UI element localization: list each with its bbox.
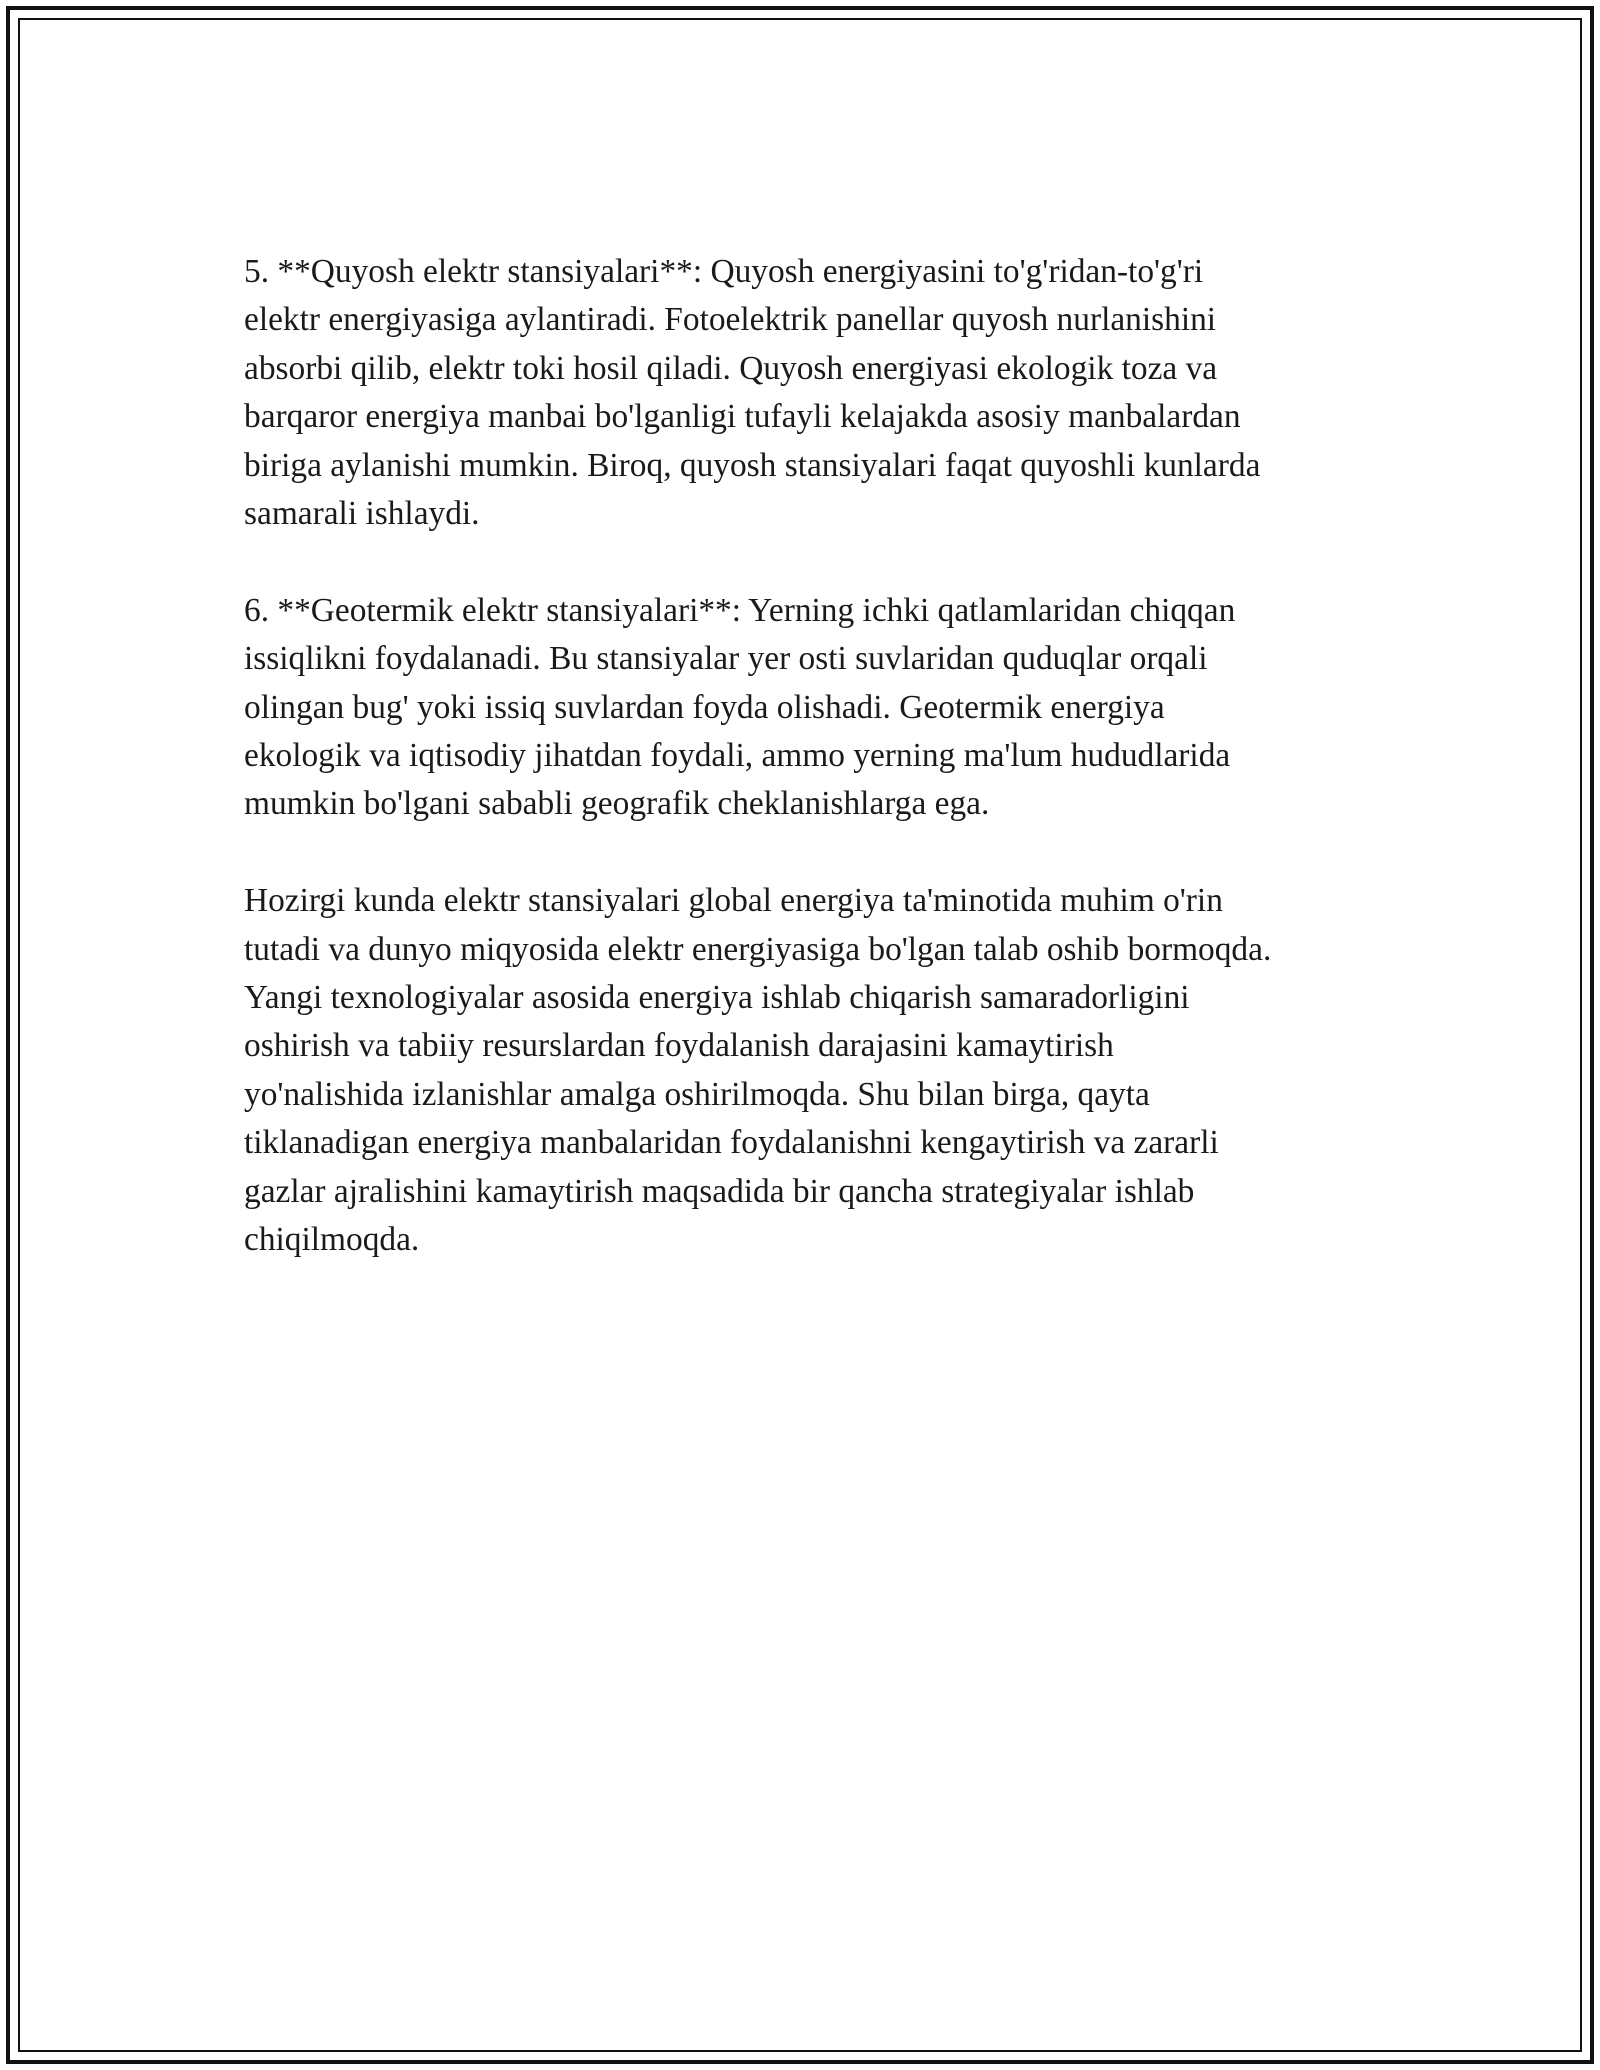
text-line: Hozirgi kunda elektr stansiyalari global energiya ta'minotida muhim o'rin — [244, 882, 1223, 920]
paragraph-conclusion — [244, 877, 1374, 1264]
text-line: chiqilmoqda. — [244, 1221, 420, 1259]
text-line: absorbi qilib, elektr toki hosil qiladi. Quyosh energiyasi ekologik toza va — [244, 349, 1218, 387]
text-line: tiklanadigan energiya manbalaridan foydalanishni kengaytirish va zararli — [244, 1124, 1219, 1162]
text-line: samarali ishlaydi. — [244, 495, 480, 533]
text-line: gazlar ajralishini kamaytirish maqsadida bir qancha strategiyalar ishlab — [244, 1172, 1195, 1210]
text-line: tutadi va dunyo miqyosida elektr energiyasiga bo'lgan talab oshib bormoqda. — [244, 930, 1272, 968]
text-line: biriga aylanishi mumkin. Biroq, quyosh stansiyalari faqat quyoshli kunlarda — [244, 446, 1261, 484]
text-line: elektr energiyasiga aylantiradi. Fotoelektrik panellar quyosh nurlanishini — [244, 301, 1217, 339]
paragraph-geothermal-power-stations — [244, 587, 1374, 829]
text-line: olingan bug' yoki issiq suvlardan foyda olishadi. Geotermik energiya — [244, 688, 1165, 726]
text-line: 5. **Quyosh elektr stansiyalari**: Quyosh energiyasini to'g'ridan-to'g'ri — [244, 253, 1204, 290]
text-line: mumkin bo'lgani sababli geografik cheklanishlarga ega. — [244, 785, 990, 823]
page-border — [6, 6, 1594, 2064]
paragraph-solar-power-stations — [244, 248, 1374, 538]
text-line: barqaror energiya manbai bo'lganligi tufayli kelajakda asosiy manbalardan — [244, 398, 1241, 436]
text-line: oshirish va tabiiy resurslardan foydalanish darajasini kamaytirish — [244, 1027, 1114, 1065]
text-line: Yangi texnologiyalar asosida energiya ishlab chiqarish samaradorligini — [244, 979, 1190, 1017]
text-line: yo'nalishida izlanishlar amalga oshirilmoqda. Shu bilan birga, qayta — [244, 1075, 1150, 1113]
document-body — [244, 248, 1374, 1313]
text-line: 6. **Geotermik elektr stansiyalari**: Yerning ichki qatlamlaridan chiqqan — [244, 591, 1236, 629]
text-line: ekologik va iqtisodiy jihatdan foydali, ammo yerning ma'lum hududlarida — [244, 737, 1231, 775]
text-line: issiqlikni foydalanadi. Bu stansiyalar yer osti suvlaridan quduqlar orqali — [244, 640, 1208, 678]
